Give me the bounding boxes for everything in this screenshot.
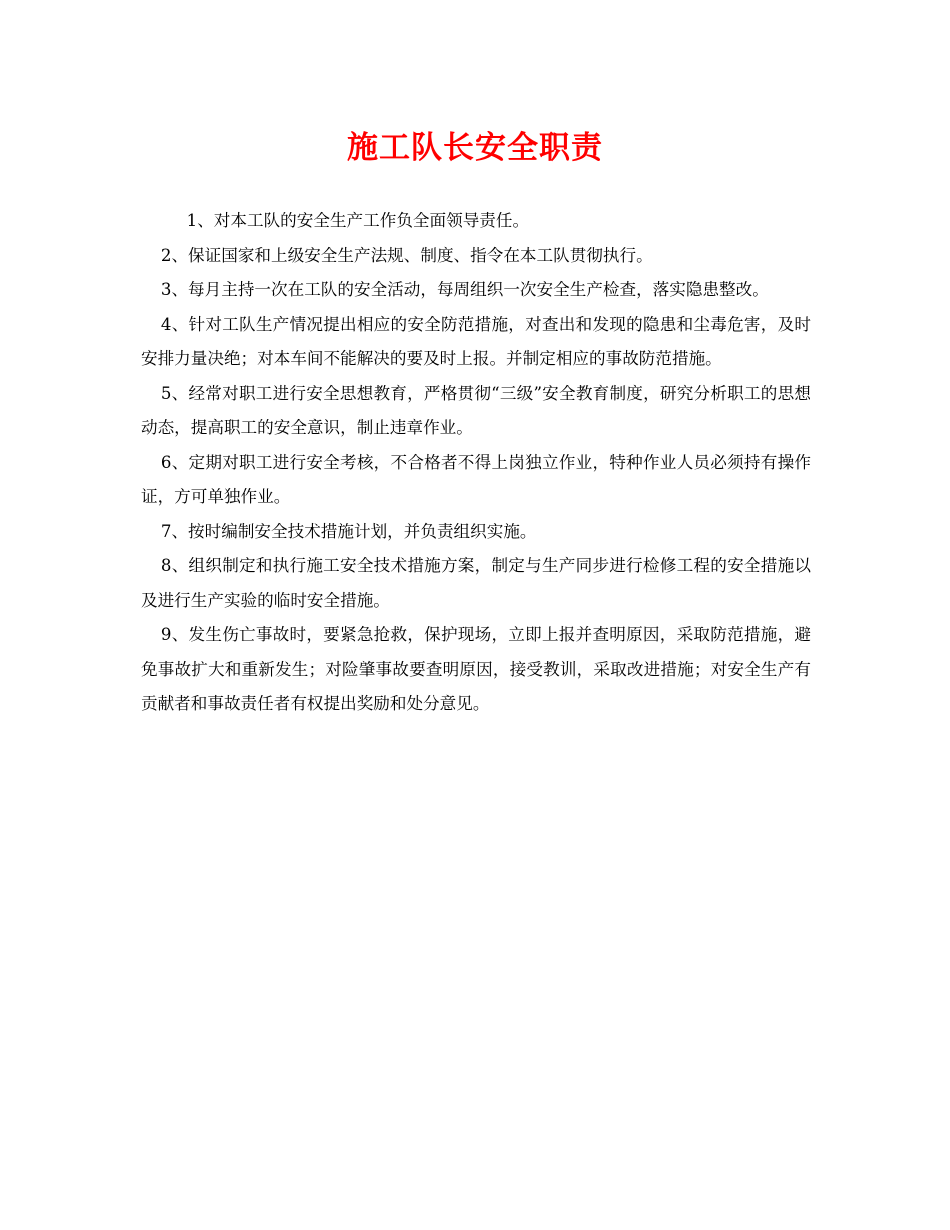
paragraph-2: 2、保证国家和上级安全生产法规、制度、指令在本工队贯彻执行。 [160,245,653,265]
paragraph-9: 9、发生伤亡事故时，要紧急抢救，保护现场，立即上报并查明原因，采取防范措施，避免事故扩大和重新发生；对险肇事故要查明原因，接受教训，采取改进措施；对安全生产有贡献者和事故责任者有权提出奖励和处分意见。 [141,625,811,713]
paragraph-8: 8、组织制定和执行施工安全技术措施方案，制定与生产同步进行检修工程的安全措施以及进行生产实验的临时安全措施。 [141,556,811,610]
paragraph-6: 6、定期对职工进行安全考核，不合格者不得上岗独立作业，特种作业人员必须持有操作证，方可单独作业。 [141,452,811,506]
paragraph-1: 1、对本工队的安全生产工作负全面领导责任。 [186,211,530,230]
paragraph-3: 3、每月主持一次在工队的安全活动，每周组织一次安全生产检查，落实隐患整改。 [160,280,769,299]
paragraph-5: 5、经常对职工进行安全思想教育，严格贯彻“三级”安全教育制度，研究分析职工的思想动态，提高职工的安全意识，制止违章作业。 [141,383,811,437]
paragraph-4: 4、针对工队生产情况提出相应的安全防范措施，对查出和发现的隐患和尘毒危害，及时安排力量决绝；对本车间不能解决的要及时上报。并制定相应的事故防范措施。 [141,314,811,368]
paragraph-7: 7、按时编制安全技术措施计划，并负责组织实施。 [160,521,537,541]
document-body [141,204,811,722]
document-title: 施工队长安全职责 [347,130,603,166]
